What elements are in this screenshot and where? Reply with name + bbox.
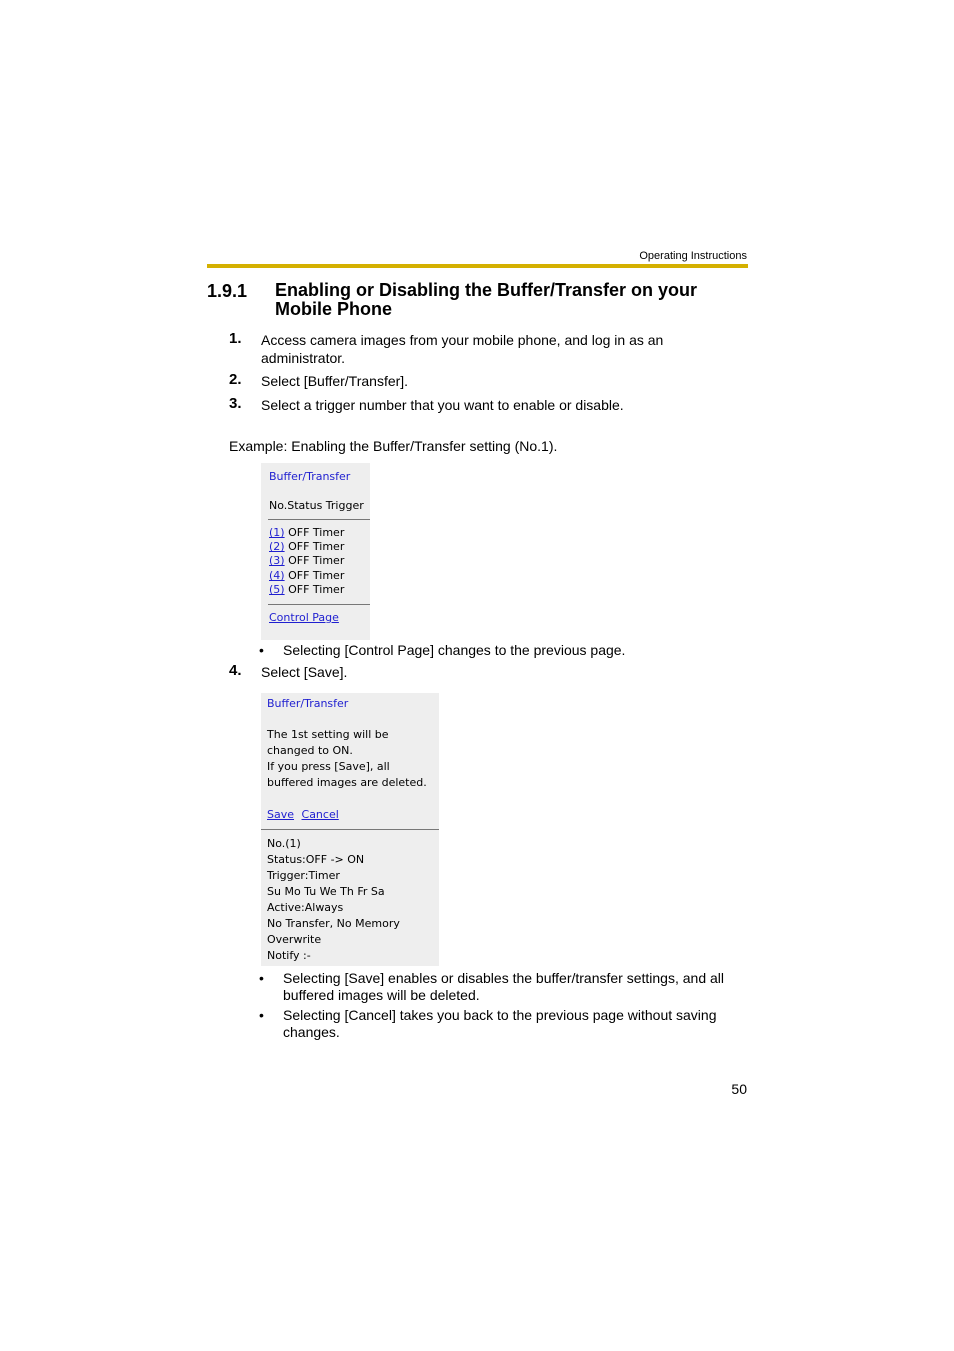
bullet-marker: • (259, 642, 264, 658)
phone-screen-list (261, 463, 370, 640)
running-header: Operating Instructions (639, 250, 747, 262)
divider (268, 519, 370, 520)
trigger-link-4[interactable]: (4) (269, 569, 285, 582)
example-caption: Example: Enabling the Buffer/Transfer setting (No.1). (229, 438, 558, 454)
list-item (269, 554, 344, 567)
trigger-status: OFF Timer (284, 540, 345, 553)
trigger-status: OFF Timer (284, 569, 345, 582)
trigger-status: OFF Timer (284, 554, 345, 567)
bullet-control-page: Selecting [Control Page] changes to the previous page. (283, 642, 626, 658)
screen-title: Buffer/Transfer (269, 470, 351, 483)
divider (268, 604, 370, 605)
section-number: 1.9.1 (207, 281, 248, 301)
bullet-cancel: Selecting [Cancel] takes you back to the previous page without saving changes. (283, 1007, 717, 1040)
step-4-number: 4. (229, 662, 242, 679)
trigger-status: OFF Timer (284, 526, 345, 539)
confirm-message-line: buffered images are deleted. (267, 776, 427, 789)
list-item (269, 569, 344, 582)
header-rule (207, 264, 748, 268)
trigger-link-5[interactable]: (5) (269, 583, 285, 596)
cancel-link[interactable]: Cancel (301, 808, 339, 821)
step-2-number: 2. (229, 371, 242, 388)
phone-screen-confirm (261, 693, 439, 966)
detail-line: Status:OFF -> ON (267, 853, 365, 866)
section-title: Enabling or Disabling the Buffer/Transfer on your Mobile Phone (275, 280, 698, 319)
list-item (269, 526, 344, 539)
detail-line: Notify :- (267, 949, 311, 962)
step-3-text: Select a trigger number that you want to enable or disable. (261, 397, 624, 413)
trigger-link-1[interactable]: (1) (269, 526, 285, 539)
confirm-message-line: The 1st setting will be (267, 728, 389, 741)
divider (261, 829, 439, 830)
trigger-link-3[interactable]: (3) (269, 554, 285, 567)
confirm-message-line: changed to ON. (267, 744, 353, 757)
step-4-text: Select [Save]. (261, 664, 348, 680)
trigger-status: OFF Timer (284, 583, 345, 596)
step-1-number: 1. (229, 330, 242, 347)
list-item (269, 540, 344, 553)
bullet-save: Selecting [Save] enables or disables the buffer/transfer settings, and all buffered images will be deleted. (283, 970, 725, 1003)
action-links (267, 808, 339, 821)
step-2-text: Select [Buffer/Transfer]. (261, 373, 409, 389)
detail-line: No Transfer, No Memory (267, 917, 400, 930)
step-3-number: 3. (229, 395, 242, 412)
confirm-message-line: If you press [Save], all (267, 760, 390, 773)
bullet-marker: • (259, 970, 264, 986)
bullet-marker: • (259, 1007, 264, 1023)
trigger-link-2[interactable]: (2) (269, 540, 285, 553)
list-header: No.Status Trigger (269, 499, 364, 512)
save-link[interactable]: Save (267, 808, 295, 821)
screen-title: Buffer/Transfer (267, 697, 349, 710)
page-number: 50 (731, 1081, 747, 1097)
detail-line: Su Mo Tu We Th Fr Sa (267, 885, 385, 898)
detail-line: No.(1) (267, 837, 301, 850)
control-page-link[interactable]: Control Page (269, 611, 339, 624)
detail-line: Active:Always (267, 901, 344, 914)
detail-line: Overwrite (267, 933, 322, 946)
step-1-text: Access camera images from your mobile phone, and log in as an administrator. (261, 332, 664, 366)
list-item (269, 583, 344, 596)
detail-line: Trigger:Timer (267, 869, 340, 882)
